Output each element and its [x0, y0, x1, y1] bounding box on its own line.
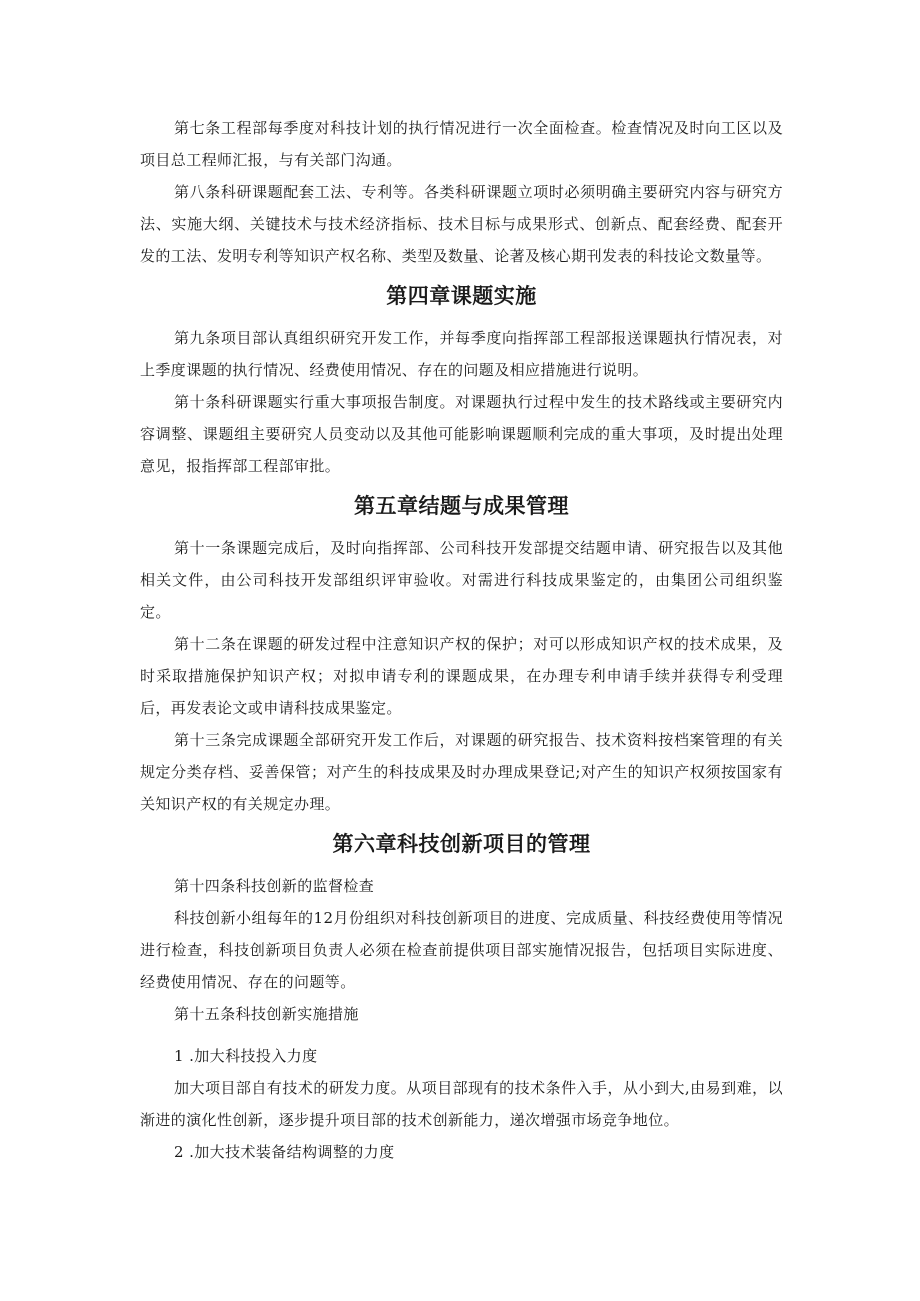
article-11-paragraph: 第十一条课题完成后，及时向指挥部、公司科技开发部提交结题申请、研究报告以及其他相关文件，由公司科技开发部组织评审验收。对需进行科技成果鉴定的，由集团公司组织鉴定。 — [140, 539, 783, 621]
article-13-paragraph: 第十三条完成课题全部研究开发工作后，对课题的研究报告、技术资料按档案管理的有关规定分类存档、妥善保管；对产生的科技成果及时办理成果登记;对产生的知识产权须按国家有关知识产权的有关规定办理。 — [140, 731, 783, 813]
chapter-5-heading: 第五章结题与成果管理 — [354, 494, 569, 518]
list-item-1-body: 加大项目部自有技术的研发力度。从项目部现有的技术条件入手，从小到大,由易到难，以渐进的演化性创新，逐步提升项目部的技术创新能力，递次增强市场竞争地位。 — [140, 1079, 783, 1129]
article-15-title: 第十五条科技创新实施措施 — [174, 1005, 359, 1023]
article-10-paragraph: 第十条科研课题实行重大事项报告制度。对课题执行过程中发生的技术路线或主要研究内容调整、课题组主要研究人员变动以及其他可能影响课题顺利完成的重大事项，及时提出处理意见，报指挥部工程部审批。 — [140, 393, 783, 475]
article-9-paragraph: 第九条项目部认真组织研究开发工作，并每季度向指挥部工程部报送课题执行情况表，对上季度课题的执行情况、经费使用情况、存在的问题及相应措施进行说明。 — [140, 329, 783, 379]
article-14-body: 科技创新小组每年的12月份组织对科技创新项目的进度、完成质量、科技经费使用等情况进行检查，科技创新项目负责人必须在检查前提供项目部实施情况报告，包括项目实际进度、经费使用情况、存在的问题等。 — [140, 909, 783, 991]
list-item-2-title: 2 .加大技术装备结构调整的力度 — [174, 1143, 395, 1161]
article-8-paragraph: 第八条科研课题配套工法、专利等。各类科研课题立项时必须明确主要研究内容与研究方法、实施大纲、关键技术与技术经济指标、技术目标与成果形式、创新点、配套经费、配套开发的工法、发明专利等知识产权名称、类型及数量、论著及核心期刊发表的科技论文数量等。 — [140, 183, 783, 265]
article-7-paragraph: 第七条工程部每季度对科技计划的执行情况进行一次全面检查。检查情况及时向工区以及项目总工程师汇报，与有关部门沟通。 — [140, 119, 783, 169]
article-14-title: 第十四条科技创新的监督检查 — [174, 877, 375, 895]
article-12-paragraph: 第十二条在课题的研发过程中注意知识产权的保护；对可以形成知识产权的技术成果，及时采取措施保护知识产权；对拟申请专利的课题成果，在办理专利申请手续并获得专利受理后，再发表论文或申请科技成果鉴定。 — [140, 635, 783, 717]
chapter-4-heading: 第四章课题实施 — [386, 284, 537, 308]
spacer — [140, 1030, 783, 1040]
chapter-6-heading: 第六章科技创新项目的管理 — [332, 832, 591, 856]
list-item-1-title: 1 .加大科技投入力度 — [174, 1047, 318, 1065]
document-page — [140, 112, 783, 1168]
